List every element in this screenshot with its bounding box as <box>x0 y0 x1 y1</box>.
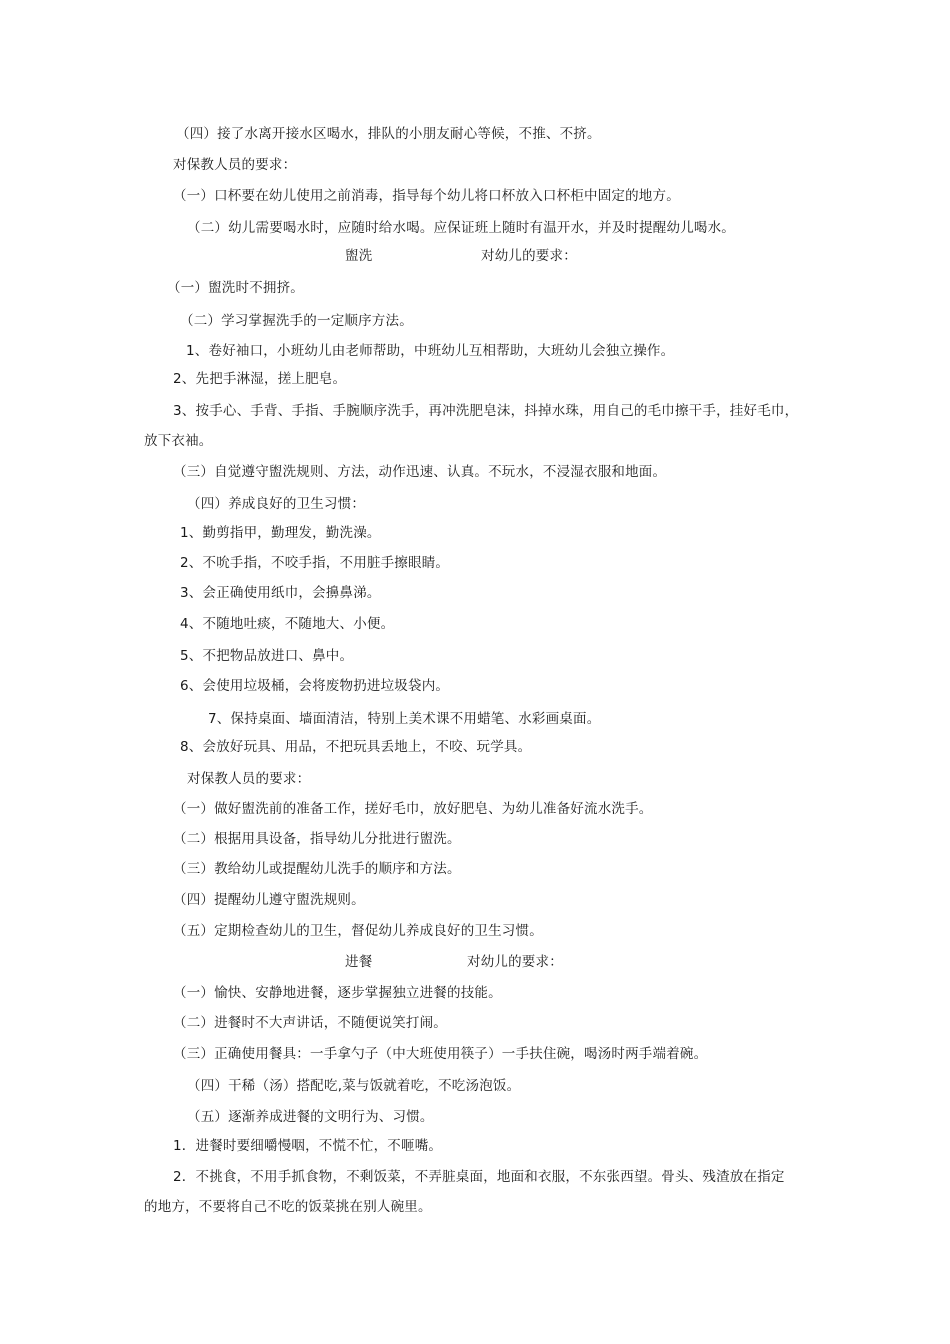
section-subheading: 对幼儿的要求： <box>481 248 577 264</box>
text-line: （五）逐渐养成进餐的文明行为、习惯。 <box>187 1109 434 1125</box>
text-line: （一）做好盥洗前的准备工作，搓好毛巾，放好肥皂、为幼儿准备好流水洗手。 <box>173 801 653 817</box>
text-line: （四）养成良好的卫生习惯： <box>187 496 366 512</box>
text-line: 6、会使用垃圾桶，会将废物扔进垃圾袋内。 <box>180 678 450 694</box>
text-line: （四）接了水离开接水区喝水，排队的小朋友耐心等候，不推、不挤。 <box>176 126 601 142</box>
text-line: 1、勤剪指甲，勤理发，勤洗澡。 <box>180 525 381 541</box>
text-line: 7、保持桌面、墙面清洁，特别上美术课不用蜡笔、水彩画桌面。 <box>208 711 601 727</box>
text-line: （二）根据用具设备，指导幼儿分批进行盥洗。 <box>173 831 461 847</box>
text-line: 5、不把物品放进口、鼻中。 <box>180 648 354 664</box>
section-subheading: 对幼儿的要求： <box>467 954 563 970</box>
text-line: （四）提醒幼儿遵守盥洗规则。 <box>173 892 365 908</box>
text-line: 1．进餐时要细嚼慢咽，不慌不忙，不咂嘴。 <box>173 1138 443 1154</box>
text-line: 3、会正确使用纸巾，会擤鼻涕。 <box>180 585 381 601</box>
text-line: 对保教人员的要求： <box>187 771 311 787</box>
section-heading: 进餐 <box>345 954 373 970</box>
text-line: 2、先把手淋湿，搓上肥皂。 <box>173 371 347 387</box>
text-line: （二）进餐时不大声讲话，不随便说笑打闹。 <box>173 1015 447 1031</box>
text-line: （二）幼儿需要喝水时，应随时给水喝。应保证班上随时有温开水，并及时提醒幼儿喝水。 <box>187 220 735 236</box>
section-heading: 盥洗 <box>345 248 373 264</box>
text-line: 2．不挑食，不用手抓食物，不剩饭菜，不弄脏桌面，地面和衣服，不东张西望。骨头、残渣放在指定 <box>173 1169 785 1185</box>
text-line: （二）学习掌握洗手的一定顺序方法。 <box>180 313 413 329</box>
text-line: 4、不随地吐痰，不随地大、小便。 <box>180 616 395 632</box>
text-line: （一）愉快、安静地进餐，逐步掌握独立进餐的技能。 <box>173 985 502 1001</box>
text-line: （四）干稀（汤）搭配吃,菜与饭就着吃，不吃汤泡饭。 <box>187 1078 521 1094</box>
text-line: 的地方，不要将自己不吃的饭菜挑在别人碗里。 <box>144 1199 432 1215</box>
text-line: 3、按手心、手背、手指、手腕顺序洗手，再冲洗肥皂沫，抖掉水珠，用自己的毛巾擦干手，挂好毛巾， <box>173 403 799 419</box>
text-line: （一）盥洗时不拥挤。 <box>167 280 304 296</box>
text-line: （一）口杯要在幼儿使用之前消毒，指导每个幼儿将口杯放入口杯柜中固定的地方。 <box>173 188 680 204</box>
text-line: （三）教给幼儿或提醒幼儿洗手的顺序和方法。 <box>173 861 461 877</box>
text-line: （三）自觉遵守盥洗规则、方法，动作迅速、认真。不玩水，不浸湿衣服和地面。 <box>173 464 667 480</box>
text-line: 8、会放好玩具、用品，不把玩具丢地上，不咬、玩学具。 <box>180 739 532 755</box>
text-line: （三）正确使用餐具：一手拿勺子（中大班使用筷子）一手扶住碗，喝汤时两手端着碗。 <box>173 1046 708 1062</box>
text-line: 对保教人员的要求： <box>173 157 297 173</box>
text-line: （五）定期检查幼儿的卫生，督促幼儿养成良好的卫生习惯。 <box>173 923 543 939</box>
text-line: 放下衣袖。 <box>144 433 213 449</box>
text-line: 1、卷好袖口，小班幼儿由老师帮助，中班幼儿互相帮助，大班幼儿会独立操作。 <box>186 343 675 359</box>
text-line: 2、不吮手指，不咬手指，不用脏手擦眼睛。 <box>180 555 450 571</box>
